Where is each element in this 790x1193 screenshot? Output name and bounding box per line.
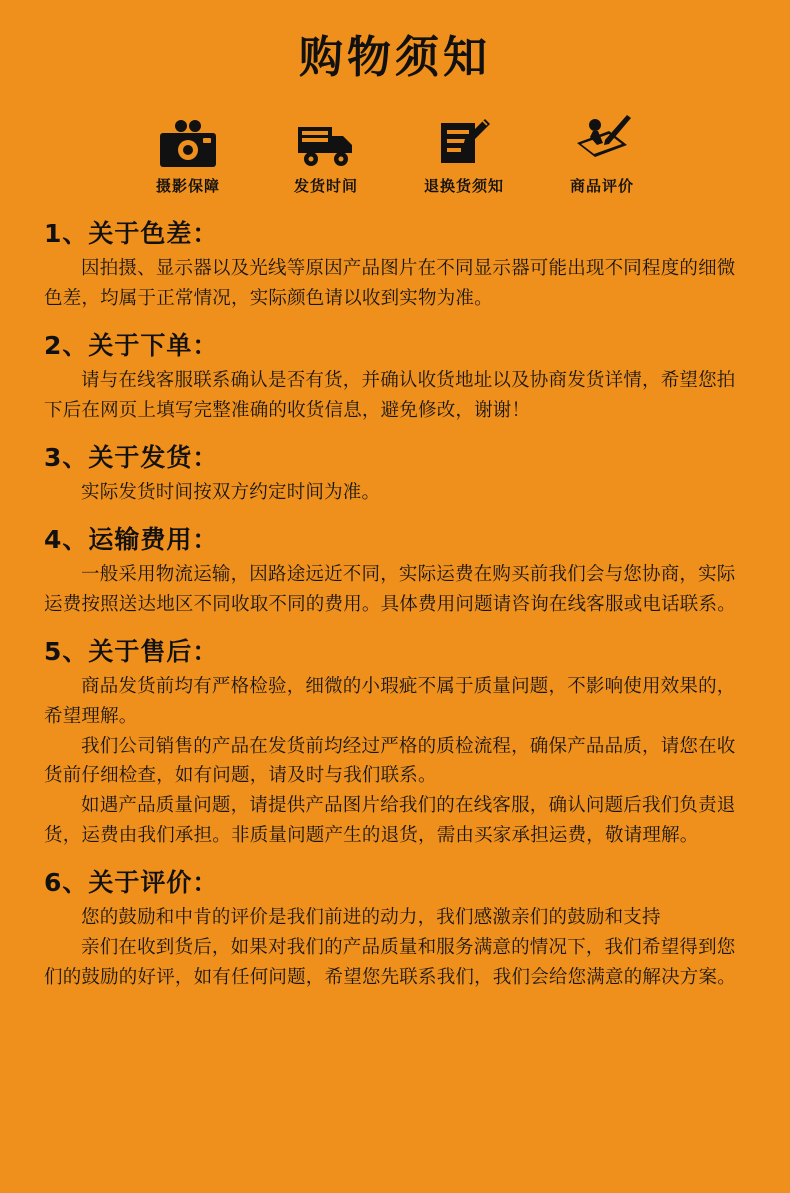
notice-section-color [44,214,746,314]
feature-label: 商品评价 [569,176,634,195]
section-paragraph: 一般采用物流运输，因路途远近不同，实际运费在购买前我们会与您协商，实际运费按照送达地区不同收取不同的费用。具体费用问题请咨询在线客服或电话联系。 [44,563,736,615]
section-title: 5、关于售后： [44,636,219,666]
notice-section-review [44,863,746,993]
section-title: 2、关于下单： [44,330,219,360]
section-paragraph: 请与在线客服联系确认是否有货，并确认收货地址以及协商发货详情，希望您拍下后在网页上填写完整准确的收货信息，避免修改，谢谢！ [44,369,736,421]
page-title: 购物须知 [299,32,491,83]
section-paragraph: 您的鼓励和中肯的评价是我们前进的动力，我们感激亲们的鼓励和支持 [81,907,661,929]
section-paragraph: 商品发货前均有严格检验，细微的小瑕疵不属于质量问题，不影响使用效果的，希望理解。 [44,675,736,727]
feature-item-photo-guarantee [136,107,240,196]
document-edit-icon [437,107,491,169]
camera-icon [159,107,217,169]
section-title: 1、关于色差： [44,218,219,248]
section-title: 4、运输费用： [44,524,219,554]
section-paragraph: 实际发货时间按双方约定时间为准。 [81,481,381,503]
section-paragraph: 因拍摄、显示器以及光线等原因产品图片在不同显示器可能出现不同程度的细微色差，均属于正常情况，实际颜色请以收到实物为准。 [44,257,736,309]
feature-icon-row [0,107,790,196]
notice-section-delivery [44,438,746,508]
feature-item-return-policy [412,107,516,196]
truck-icon [296,107,356,169]
section-title: 3、关于发货： [44,442,219,472]
feature-label: 退换货须知 [423,176,504,195]
notice-section-after-sales [44,632,746,852]
notice-section-order [44,326,746,426]
section-title: 6、关于评价： [44,868,219,898]
section-paragraph: 我们公司销售的产品在发货前均经过严格的质检流程，确保产品品质，请您在收货前仔细检查，如有问题，请及时与我们联系。 [44,735,736,787]
feature-label: 发货时间 [293,176,358,195]
section-paragraph: 亲们在收到货后，如果对我们的产品质量和服务满意的情况下，我们希望得到您们的鼓励的好评，如有任何问题，希望您先联系我们，我们会给您满意的解决方案。 [44,937,736,989]
notice-section-shipping-fee [44,520,746,620]
feature-label: 摄影保障 [155,176,220,195]
review-writing-icon [571,107,633,169]
section-paragraph: 如遇产品质量问题，请提供产品图片给我们的在线客服，确认问题后我们负责退货，运费由我们承担。非质量问题产生的退货，需由买家承担运费，敬请理解。 [44,795,736,847]
notice-content [0,196,790,994]
feature-item-shipping-time [274,107,378,196]
feature-item-product-review [550,107,654,196]
